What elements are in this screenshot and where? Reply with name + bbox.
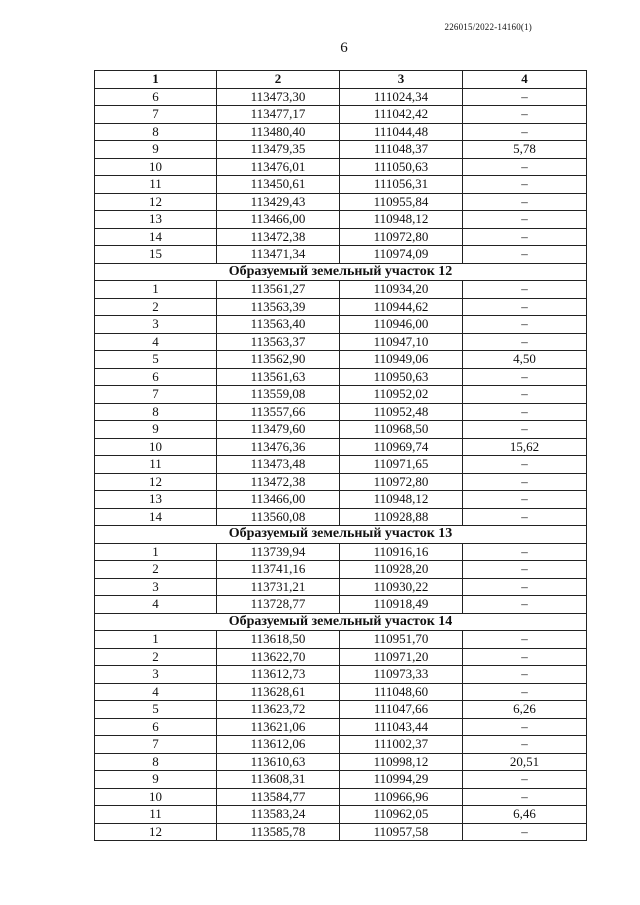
table-row <box>95 473 587 491</box>
table-row <box>95 788 587 806</box>
point-number-cell: 4 <box>95 683 217 701</box>
x-coordinate-cell: 113612,06 <box>217 736 340 754</box>
point-number-cell: 10 <box>95 158 217 176</box>
point-number-cell: 12 <box>95 823 217 841</box>
radius-cell: – <box>463 281 587 299</box>
table-row <box>95 158 587 176</box>
section-title: Образуемый земельный участок 12 <box>95 263 587 281</box>
x-coordinate-cell: 113739,94 <box>217 543 340 561</box>
radius-cell: – <box>463 718 587 736</box>
x-coordinate-cell: 113562,90 <box>217 351 340 369</box>
y-coordinate-cell: 110951,70 <box>340 631 463 649</box>
y-coordinate-cell: 110950,63 <box>340 368 463 386</box>
y-coordinate-cell: 110916,16 <box>340 543 463 561</box>
point-number-cell: 3 <box>95 578 217 596</box>
table-row <box>95 141 587 159</box>
x-coordinate-cell: 113622,70 <box>217 648 340 666</box>
point-number-cell: 3 <box>95 666 217 684</box>
x-coordinate-cell: 113559,08 <box>217 386 340 404</box>
table-row <box>95 508 587 526</box>
y-coordinate-cell: 110969,74 <box>340 438 463 456</box>
x-coordinate-cell: 113561,63 <box>217 368 340 386</box>
x-coordinate-cell: 113473,48 <box>217 456 340 474</box>
table-row <box>95 246 587 264</box>
y-coordinate-cell: 111048,37 <box>340 141 463 159</box>
radius-cell: – <box>463 228 587 246</box>
table-row <box>95 438 587 456</box>
radius-cell: – <box>463 578 587 596</box>
y-coordinate-cell: 110948,12 <box>340 491 463 509</box>
document-id: 226015/2022-14160(1) <box>444 22 532 32</box>
point-number-cell: 2 <box>95 648 217 666</box>
y-coordinate-cell: 111024,34 <box>340 88 463 106</box>
y-coordinate-cell: 110962,05 <box>340 806 463 824</box>
y-coordinate-cell: 111002,37 <box>340 736 463 754</box>
page-number: 6 <box>340 40 348 56</box>
table-row <box>95 456 587 474</box>
radius-cell: – <box>463 508 587 526</box>
x-coordinate-cell: 113561,27 <box>217 281 340 299</box>
point-number-cell: 1 <box>95 543 217 561</box>
table-row <box>95 701 587 719</box>
x-coordinate-cell: 113471,34 <box>217 246 340 264</box>
y-coordinate-cell: 110971,20 <box>340 648 463 666</box>
table-row <box>95 228 587 246</box>
radius-cell: – <box>463 193 587 211</box>
y-coordinate-cell: 110928,20 <box>340 561 463 579</box>
table-row <box>95 578 587 596</box>
x-coordinate-cell: 113560,08 <box>217 508 340 526</box>
table-row <box>95 491 587 509</box>
x-coordinate-cell: 113473,30 <box>217 88 340 106</box>
point-number-cell: 13 <box>95 491 217 509</box>
radius-cell: 15,62 <box>463 438 587 456</box>
x-coordinate-cell: 113476,01 <box>217 158 340 176</box>
x-coordinate-cell: 113563,39 <box>217 298 340 316</box>
table-row <box>95 386 587 404</box>
point-number-cell: 7 <box>95 736 217 754</box>
x-coordinate-cell: 113479,35 <box>217 141 340 159</box>
column-header-radius: 4 <box>463 71 587 89</box>
y-coordinate-cell: 110930,22 <box>340 578 463 596</box>
point-number-cell: 6 <box>95 88 217 106</box>
point-number-cell: 11 <box>95 176 217 194</box>
table-row <box>95 368 587 386</box>
x-coordinate-cell: 113584,77 <box>217 788 340 806</box>
radius-cell: 6,46 <box>463 806 587 824</box>
x-coordinate-cell: 113479,60 <box>217 421 340 439</box>
y-coordinate-cell: 110957,58 <box>340 823 463 841</box>
table-row <box>95 666 587 684</box>
radius-cell: – <box>463 316 587 334</box>
table-row <box>95 351 587 369</box>
table-body <box>95 88 587 841</box>
radius-cell: – <box>463 368 587 386</box>
radius-cell: – <box>463 596 587 614</box>
table-row <box>95 806 587 824</box>
radius-cell: 20,51 <box>463 753 587 771</box>
point-number-cell: 14 <box>95 228 217 246</box>
y-coordinate-cell: 111042,42 <box>340 106 463 124</box>
y-coordinate-cell: 110949,06 <box>340 351 463 369</box>
point-number-cell: 11 <box>95 456 217 474</box>
point-number-cell: 14 <box>95 508 217 526</box>
section-title-row <box>95 613 587 631</box>
radius-cell: 4,50 <box>463 351 587 369</box>
radius-cell: – <box>463 666 587 684</box>
radius-cell: – <box>463 106 587 124</box>
radius-cell: – <box>463 421 587 439</box>
table-row <box>95 403 587 421</box>
y-coordinate-cell: 110972,80 <box>340 473 463 491</box>
point-number-cell: 10 <box>95 438 217 456</box>
radius-cell: – <box>463 491 587 509</box>
table-row <box>95 543 587 561</box>
radius-cell: – <box>463 333 587 351</box>
table-row <box>95 753 587 771</box>
x-coordinate-cell: 113610,63 <box>217 753 340 771</box>
x-coordinate-cell: 113628,61 <box>217 683 340 701</box>
y-coordinate-cell: 110952,02 <box>340 386 463 404</box>
x-coordinate-cell: 113466,00 <box>217 211 340 229</box>
x-coordinate-cell: 113472,38 <box>217 228 340 246</box>
radius-cell: – <box>463 403 587 421</box>
radius-cell: – <box>463 298 587 316</box>
section-title: Образуемый земельный участок 14 <box>95 613 587 631</box>
x-coordinate-cell: 113429,43 <box>217 193 340 211</box>
point-number-cell: 1 <box>95 631 217 649</box>
y-coordinate-cell: 110998,12 <box>340 753 463 771</box>
table-row <box>95 718 587 736</box>
point-number-cell: 9 <box>95 421 217 439</box>
x-coordinate-cell: 113728,77 <box>217 596 340 614</box>
point-number-cell: 7 <box>95 386 217 404</box>
radius-cell: 5,78 <box>463 141 587 159</box>
y-coordinate-cell: 110952,48 <box>340 403 463 421</box>
y-coordinate-cell: 110966,96 <box>340 788 463 806</box>
radius-cell: – <box>463 158 587 176</box>
y-coordinate-cell: 110973,33 <box>340 666 463 684</box>
table-row <box>95 421 587 439</box>
table-row <box>95 193 587 211</box>
x-coordinate-cell: 113731,21 <box>217 578 340 596</box>
y-coordinate-cell: 110994,29 <box>340 771 463 789</box>
table-header <box>95 71 587 89</box>
x-coordinate-cell: 113450,61 <box>217 176 340 194</box>
table-row <box>95 596 587 614</box>
table-row <box>95 298 587 316</box>
table-row <box>95 123 587 141</box>
point-number-cell: 11 <box>95 806 217 824</box>
y-coordinate-cell: 110947,10 <box>340 333 463 351</box>
y-coordinate-cell: 110928,88 <box>340 508 463 526</box>
section-title-row <box>95 526 587 544</box>
point-number-cell: 9 <box>95 141 217 159</box>
x-coordinate-cell: 113612,73 <box>217 666 340 684</box>
radius-cell: – <box>463 456 587 474</box>
table-row <box>95 561 587 579</box>
section-title: Образуемый земельный участок 13 <box>95 526 587 544</box>
x-coordinate-cell: 113476,36 <box>217 438 340 456</box>
point-number-cell: 7 <box>95 106 217 124</box>
point-number-cell: 1 <box>95 281 217 299</box>
point-number-cell: 12 <box>95 193 217 211</box>
point-number-cell: 3 <box>95 316 217 334</box>
radius-cell: – <box>463 631 587 649</box>
x-coordinate-cell: 113557,66 <box>217 403 340 421</box>
point-number-cell: 6 <box>95 718 217 736</box>
y-coordinate-cell: 110944,62 <box>340 298 463 316</box>
radius-cell: – <box>463 823 587 841</box>
radius-cell: – <box>463 386 587 404</box>
point-number-cell: 4 <box>95 333 217 351</box>
point-number-cell: 8 <box>95 403 217 421</box>
point-number-cell: 2 <box>95 561 217 579</box>
column-header-point-number: 1 <box>95 71 217 89</box>
table-row <box>95 648 587 666</box>
y-coordinate-cell: 110946,00 <box>340 316 463 334</box>
table-row <box>95 683 587 701</box>
table-row <box>95 736 587 754</box>
y-coordinate-cell: 110974,09 <box>340 246 463 264</box>
y-coordinate-cell: 110968,50 <box>340 421 463 439</box>
radius-cell: – <box>463 736 587 754</box>
y-coordinate-cell: 111048,60 <box>340 683 463 701</box>
radius-cell: – <box>463 648 587 666</box>
y-coordinate-cell: 110934,20 <box>340 281 463 299</box>
table-row <box>95 281 587 299</box>
x-coordinate-cell: 113618,50 <box>217 631 340 649</box>
x-coordinate-cell: 113563,40 <box>217 316 340 334</box>
radius-cell: – <box>463 771 587 789</box>
radius-cell: – <box>463 123 587 141</box>
x-coordinate-cell: 113583,24 <box>217 806 340 824</box>
point-number-cell: 5 <box>95 701 217 719</box>
y-coordinate-cell: 110971,65 <box>340 456 463 474</box>
point-number-cell: 8 <box>95 123 217 141</box>
radius-cell: – <box>463 788 587 806</box>
column-header-x: 2 <box>217 71 340 89</box>
radius-cell: – <box>463 88 587 106</box>
point-number-cell: 10 <box>95 788 217 806</box>
x-coordinate-cell: 113480,40 <box>217 123 340 141</box>
table-row <box>95 316 587 334</box>
y-coordinate-cell: 110918,49 <box>340 596 463 614</box>
y-coordinate-cell: 111043,44 <box>340 718 463 736</box>
x-coordinate-cell: 113466,00 <box>217 491 340 509</box>
radius-cell: – <box>463 246 587 264</box>
point-number-cell: 6 <box>95 368 217 386</box>
point-number-cell: 5 <box>95 351 217 369</box>
header-row <box>95 71 587 89</box>
x-coordinate-cell: 113741,16 <box>217 561 340 579</box>
point-number-cell: 4 <box>95 596 217 614</box>
x-coordinate-cell: 113623,72 <box>217 701 340 719</box>
table-row <box>95 211 587 229</box>
radius-cell: – <box>463 176 587 194</box>
y-coordinate-cell: 111047,66 <box>340 701 463 719</box>
x-coordinate-cell: 113472,38 <box>217 473 340 491</box>
table-row <box>95 823 587 841</box>
radius-cell: 6,26 <box>463 701 587 719</box>
radius-cell: – <box>463 561 587 579</box>
point-number-cell: 2 <box>95 298 217 316</box>
point-number-cell: 9 <box>95 771 217 789</box>
table-row <box>95 176 587 194</box>
y-coordinate-cell: 110972,80 <box>340 228 463 246</box>
table-row <box>95 333 587 351</box>
point-number-cell: 13 <box>95 211 217 229</box>
y-coordinate-cell: 110948,12 <box>340 211 463 229</box>
y-coordinate-cell: 111056,31 <box>340 176 463 194</box>
point-number-cell: 12 <box>95 473 217 491</box>
radius-cell: – <box>463 473 587 491</box>
x-coordinate-cell: 113477,17 <box>217 106 340 124</box>
x-coordinate-cell: 113608,31 <box>217 771 340 789</box>
x-coordinate-cell: 113621,06 <box>217 718 340 736</box>
radius-cell: – <box>463 683 587 701</box>
table-row <box>95 631 587 649</box>
y-coordinate-cell: 111050,63 <box>340 158 463 176</box>
column-header-y: 3 <box>340 71 463 89</box>
point-number-cell: 8 <box>95 753 217 771</box>
section-title-row <box>95 263 587 281</box>
x-coordinate-cell: 113585,78 <box>217 823 340 841</box>
table-row <box>95 106 587 124</box>
radius-cell: – <box>463 211 587 229</box>
coordinates-table <box>94 70 587 841</box>
table-row <box>95 771 587 789</box>
point-number-cell: 15 <box>95 246 217 264</box>
y-coordinate-cell: 110955,84 <box>340 193 463 211</box>
radius-cell: – <box>463 543 587 561</box>
y-coordinate-cell: 111044,48 <box>340 123 463 141</box>
table-row <box>95 88 587 106</box>
x-coordinate-cell: 113563,37 <box>217 333 340 351</box>
